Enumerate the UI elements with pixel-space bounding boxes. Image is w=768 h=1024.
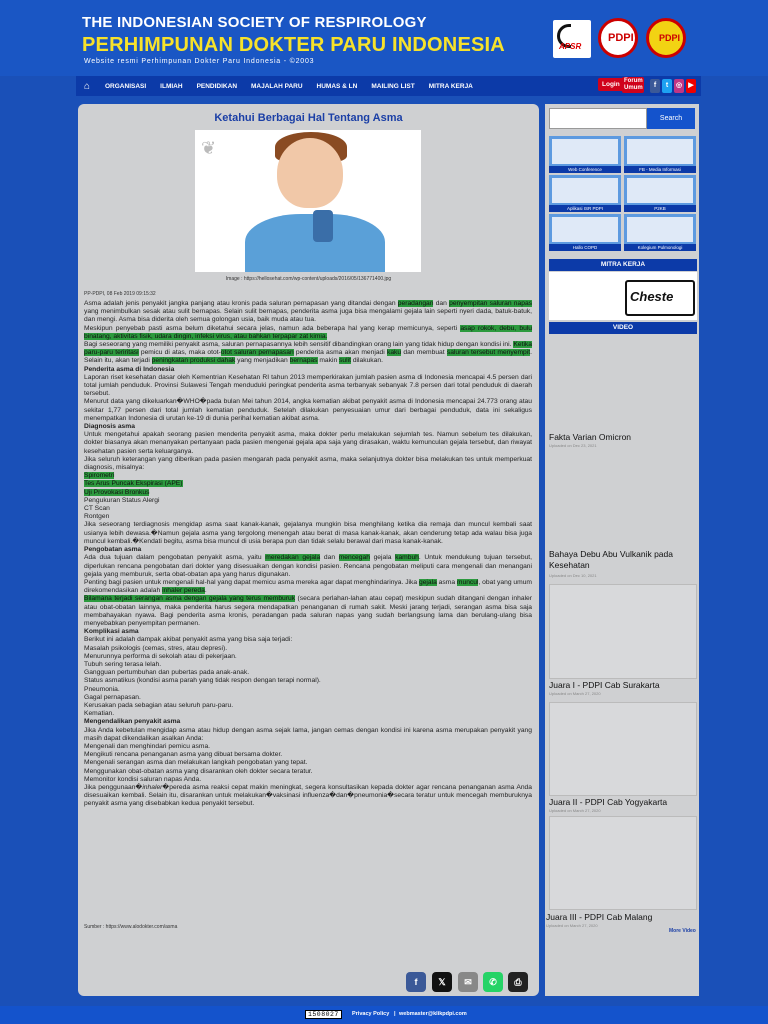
visitor-counter: 1508027 xyxy=(305,1010,342,1019)
society-title: THE INDONESIAN SOCIETY OF RESPIROLOGY xyxy=(82,14,427,31)
thumb-p2kb[interactable]: P2KB xyxy=(624,175,696,212)
x-share-icon[interactable]: 𝕏 xyxy=(432,972,452,992)
article-body: Asma adalah jenis penyakit jangka panjang atau kronis pada saluran pernapasan yang ditandai dengan peradangan dan penyempitan saluran napas yang menimbulkan sesak atau sulit bernapas. Selain sulit bernapas, penderita asma juga bisa mengalami gejala lain seperti nyeri dada, batuk-batuk, dan mengi. Asma bisa diderita oleh semua golongan usia, baik muda atau tua. Meskipun penyebab pasti asma belum diketahui secara jelas, namun ada beberapa hal yang kerap memicunya, seperti asap rokok, debu, bulu binatang, aktivitas fisik, udara dingin, infeksi virus, atau bahkan terpapar zat kimia. Bagi seseorang yang memiliki penyakit asma, saluran pernapasannya lebih sensitif dibandingkan orang lain yang tidak hidup dengan kondisi ini. Ketika paru-paru teriritasi pemicu di atas, maka otot-otot saluran pernapasan penderita asma akan menjadi kaku dan membuat saluran tersebut menyempit. Selain itu, akan terjadi peningkatan produksi dahak yang menjadikan bernapas makin sulit dilakukan. Penderita asma di Indonesia Laporan riset kesehatan dasar oleh Kementrian Kesehatan RI tahun 2013 memperkirakan jumlah pasien asma di Indonesia mencapai 4.5 persen dari total jumlah penduduk. Provinsi Sulawesi Tengah menduduki peringkat penderita asma terbanyak sebanyak 7.8 persen dari total penduduk di daerah tersebut. Menurut data yang dikeluarkan�WHO�pada bulan Mei tahun 2014, angka kematian akibat penyakit asma di Indonesia mencapai 24.773 orang atau sekitar 1,77 persen dari total jumlah kematian penduduk. Setelah dilakukan penyesuaian umur dari berbagai penduduk, data ini sekaligus menempatkan Indonesia di urutan ke-19 di dunia perihal kematian akibat asma. Diagnosis asma Untuk mengetahui apakah seorang pasien menderita penyakit asma, maka dokter perlu melakukan sejumlah tes. Namun sebelum tes dilakukan, dokter biasanya akan menanyakan pertanyaan pada pasien mengenai gejala apa saja yang dirasakan, waktu kemunculan gejala tersebut, dan riwayat kesehatan pasien serta keluarganya. Jika seluruh keterangan yang diberikan pada pasien mengarah pada penyakit asma, maka selanjutnya dokter bisa melakukan tes untuk memperkuat diagnosis, misalnya: Spirometri Tes Arus Puncak Ekspirasi (APE) Uji Provokasi Bronkus Pengukuran Status Alergi CT Scan Rontgen Jika seseorang terdiagnosis mengidap asma saat kanak-kanak, gejalanya mungkin bisa menghilang ketika dia remaja dan muncul kembali saat usianya lebih dewasa.�Namun gejala asma yang tergolong menengah atau berat di masa kanak-kanak, akan cenderung tetap ada walau bisa juga muncul kembali.�Kendati begitu, asma bisa muncul di usia berapa pun dan tidak selalu berawal dari masa kanak-kanak. Pengobatan asma Ada dua tujuan dalam pengobatan penyakit asma, yaitu meredakan gejala dan mencegah gejala kambuh. Untuk mendukung tujuan tersebut, diperlukan rencana pengobatan dari dokter yang disesuaikan dengan kondisi pasien. Rencana pengobatan meliputi cara mengenali dan menangani gejala yang memburuk, serta obat-obatan apa yang harus digunakan. Penting bagi pasien untuk mengenali hal-hal yang dapat memicu asma mereka agar dapat menghindarinya. Jika gejala asma muncul, obat yang umum direkomendasikan adalah inhaler pereda. Bilamana terjadi serangan asma dengan gejala yang terus memburuk (secara perlahan-lahan atau cepat) meskipun sudah ditangani dengan inhaler atau obat-obatan lainnya, maka penderita harus segera mendapatkan penanganan di rumah sakit. Meski jarang terjadi, serangan asma bisa saja membahayakan nyawa. Bagi penderita asma kronis, peradangan pada saluran napas yang sudah berlangsung lama dan berulang-ulang bisa menyebabkan penyempitan permanen. Komplikasi asma Berikut ini adalah dampak akibat penyakit asma yang bisa saja terjadi: Masalah psikologis (cemas, stres, atau depresi). Menurunnya performa di sekolah atau di pekerjaan. Tubuh sering terasa lelah. Gangguan pertumbuhan dan pubertas pada anak-anak. Status asmatikus (kondisi asma parah yang tidak respon dengan terapi normal). Pneumonia. Gagal pernapasan. Kerusakan pada sebagian atau seluruh paru-paru. Kematian. Mengendalikan penyakit asma Jika Anda kebetulan mengidap asma atau hidup dengan asma sejak lama, jangan cemas dengan kondisi ini karena asma merupakan penyakit yang masih dapat dikendalikan asalkan Anda: Mengenali dan menghindari pemicu asma. Mengikuti rencana penanganan asma yang dibuat bersama dokter. Mengenali serangan asma dan melakukan langkah pengobatan yang tepat. Menggunakan obat-obatan asma yang disarankan oleh dokter secara teratur. Memonitor kondisi saluran napas Anda. Jika penggunaan�inhaler�pereda asma reaksi cepat makin meningkat, segera konsultasikan kepada dokter agar rencana penanganan asma Anda disesuaikan kembali. Selain itu, disarankan untuk melakukan�vaksinasi influenza�dan�pneumonia�secara teratur untuk mencegah memburuknya penyakit asma yang disebabkan kedua penyakit tersebut. xyxy=(84,300,533,808)
email-share-icon[interactable]: ✉ xyxy=(458,972,478,992)
thumb-aplikasi-isr[interactable]: Aplikasi ISR PDPI xyxy=(549,175,621,212)
article-title: Ketahui Berbagai Hal Tentang Asma xyxy=(214,112,403,124)
thumb-kolegium[interactable]: Kolegium Pulmonologi xyxy=(624,214,696,251)
more-video-link[interactable]: More Video xyxy=(669,928,696,934)
image-caption: Image : https://hellosehat.com/wp-content/uploads/2016/05/136771400.jpg xyxy=(225,276,392,282)
video-title-4[interactable]: Juara II - PDPI Cab Yogyakarta xyxy=(549,797,668,807)
forum-button[interactable]: Forum Umum xyxy=(624,78,643,91)
video-date-5: Uploaded on March 27, 2020 xyxy=(546,923,598,928)
apsr-logo[interactable]: APSR xyxy=(553,20,591,58)
sidebar xyxy=(545,104,699,996)
video-date-4: Uploaded on March 27, 2020 xyxy=(549,808,601,813)
print-share-icon[interactable]: ⎙ xyxy=(508,972,528,992)
login-button[interactable]: Login xyxy=(598,78,624,91)
nav-item-mitra-kerja[interactable]: MITRA KERJA xyxy=(428,82,473,90)
footer-separator: | xyxy=(394,1011,396,1017)
facebook-share-icon[interactable]: f xyxy=(406,972,426,992)
article-panel xyxy=(78,104,539,996)
video-date-3: Uploaded on March 27, 2020 xyxy=(549,691,601,696)
webmaster-email[interactable]: webmaster@klikpdpi.com xyxy=(399,1011,467,1017)
article-source: Sumber : https://www.alodokter.com/asma xyxy=(84,924,178,930)
search-input[interactable] xyxy=(549,108,647,129)
whatsapp-share-icon[interactable]: ✆ xyxy=(483,972,503,992)
video-date-1: Uploaded on Dec 23, 2021 xyxy=(549,443,597,448)
search-button[interactable]: Search xyxy=(647,108,695,129)
footer xyxy=(0,1006,768,1024)
video-thumb-5[interactable] xyxy=(549,816,697,910)
inhaler-icon xyxy=(313,210,333,242)
video-title-2[interactable]: Bahaya Debu Abu Vulkanik pada Kesehatan xyxy=(549,549,673,570)
privacy-link[interactable]: Privacy Policy xyxy=(352,1011,390,1017)
nav-item-mailing-list[interactable]: MAILING LIST xyxy=(371,82,415,90)
video-title-3[interactable]: Juara I - PDPI Cab Surakarta xyxy=(549,680,660,690)
tagline: Website resmi Perhimpunan Dokter Paru Indonesia - ©2003 xyxy=(84,58,315,65)
thumb-hallo-copd[interactable]: Hallo COPD xyxy=(549,214,621,251)
home-icon[interactable]: ⌂ xyxy=(83,80,91,92)
video-title-5[interactable]: Juara III - PDPI Cab Malang xyxy=(546,912,653,922)
lungs-icon: ❦ xyxy=(201,138,217,158)
nav-item-majalah-paru[interactable]: MAJALAH PARU xyxy=(251,82,303,90)
pdpi-yellow-logo[interactable]: PDPI xyxy=(646,18,686,58)
org-name: PERHIMPUNAN DOKTER PARU INDONESIA xyxy=(82,34,505,56)
pdpi-logo[interactable]: PDPI xyxy=(598,18,638,58)
nav-item-pendidikan[interactable]: PENDIDIKAN xyxy=(196,82,238,90)
video-thumb-4[interactable] xyxy=(549,702,697,796)
site-header xyxy=(0,0,768,76)
video-thumb-3[interactable] xyxy=(549,584,697,679)
thumb-fb-media[interactable]: FB - Media Informasi xyxy=(624,136,696,173)
twitter-icon[interactable]: t xyxy=(662,79,672,93)
video-title: VIDEO xyxy=(549,322,697,334)
youtube-icon[interactable]: ▶ xyxy=(686,79,696,93)
article-image xyxy=(195,130,421,272)
mitra-kerja-title: MITRA KERJA xyxy=(549,259,697,271)
main-nav xyxy=(76,76,701,96)
article-meta: PP-PDPI, 08 Feb 2019 09:15:32 xyxy=(84,291,156,297)
instagram-icon[interactable]: ◎ xyxy=(674,79,684,93)
video-date-2: Uploaded on Dec 10, 2021 xyxy=(549,573,597,578)
thumb-web-conference[interactable]: Web Conference xyxy=(549,136,621,173)
facebook-icon[interactable]: f xyxy=(650,79,660,93)
nav-item-ilmiah[interactable]: ILMIAH xyxy=(160,82,183,90)
nav-item-humas[interactable]: HUMAS & LN xyxy=(316,82,358,90)
chest-logo[interactable]: Cheste xyxy=(625,280,695,316)
video-title-1[interactable]: Fakta Varian Omicron xyxy=(549,432,632,442)
nav-item-organisasi[interactable]: ORGANISASI xyxy=(105,82,147,90)
